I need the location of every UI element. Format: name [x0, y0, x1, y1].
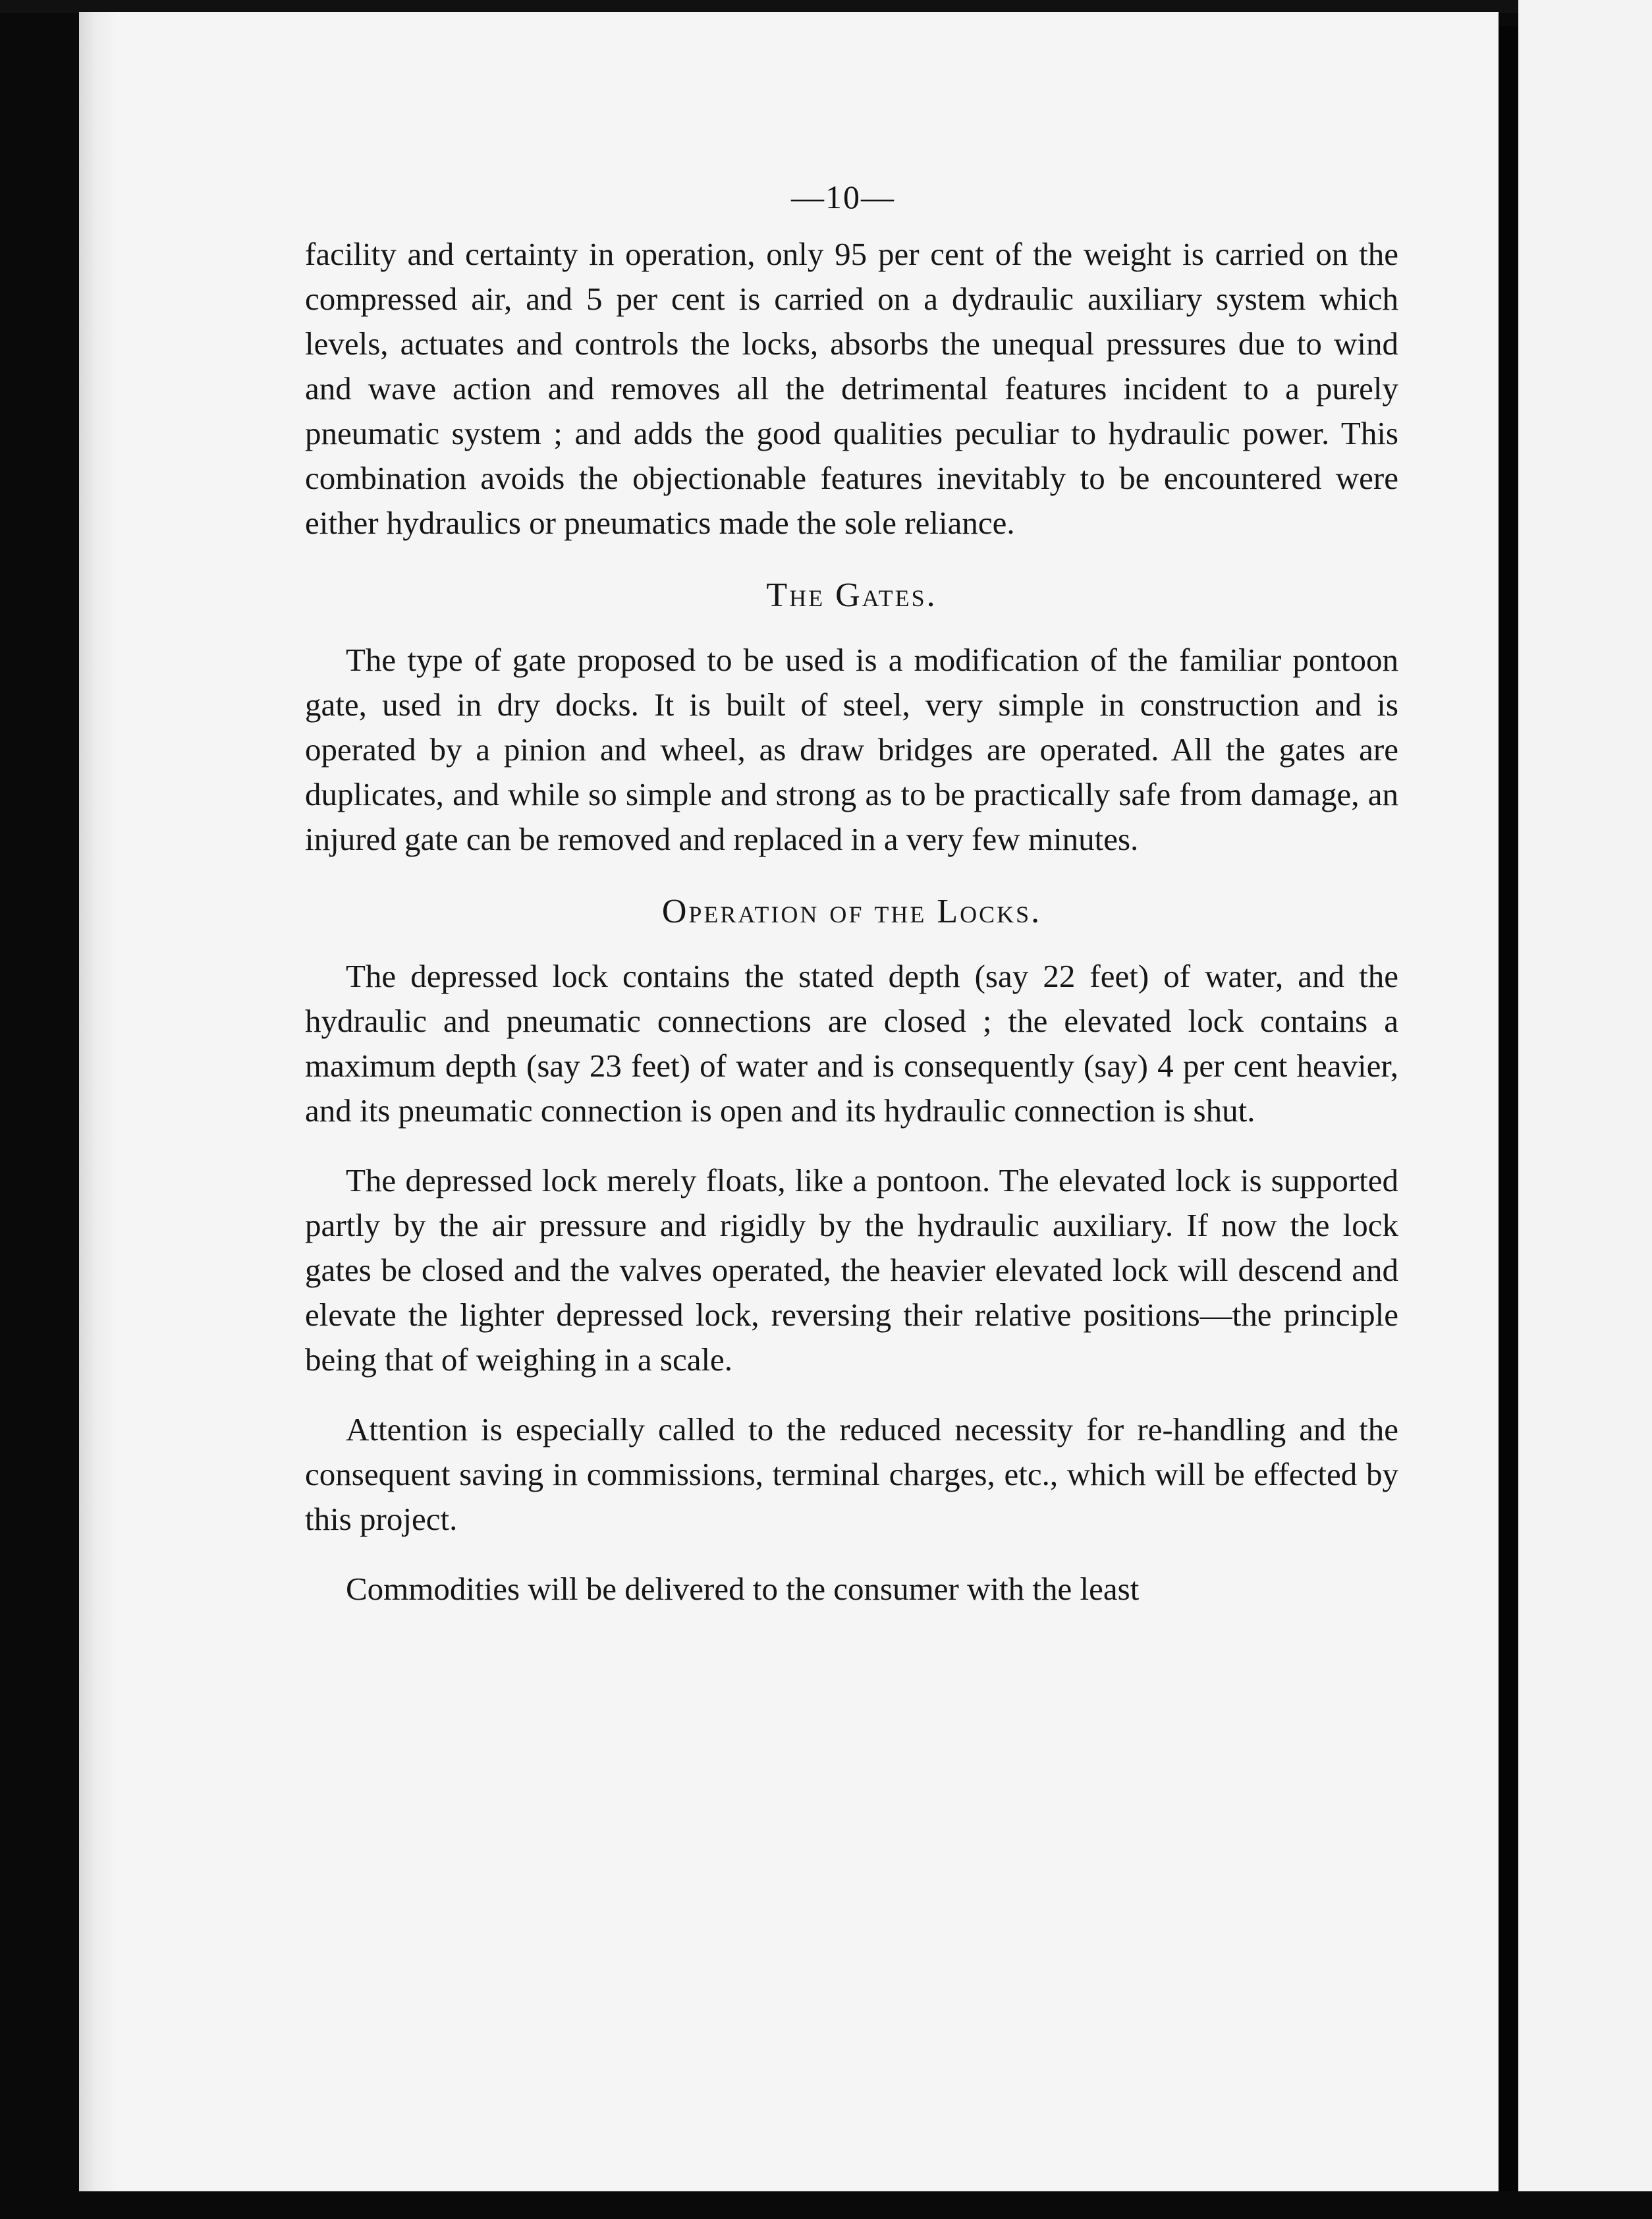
page-edge-shadow — [79, 12, 119, 2191]
paragraph-depressed-lock-floats: The depressed lock merely floats, like a pontoon. The elevated lock is supported partly by the air pressure and rigidly by the hydraulic auxiliary. If now the lock gates be closed and the valves operated, the heavier elevated lock will descend and elevate the lighter depressed lock, reversing their relative positions—the principle being that of weighing in a scale. — [305, 1162, 1398, 1378]
scan-border-bottom — [0, 2191, 1652, 2219]
heading-the-gates: The Gates. — [766, 576, 937, 614]
heading-operation-of-locks: Operation of the Locks. — [661, 893, 1042, 930]
main-text-column — [305, 232, 1398, 1612]
scan-border-top — [0, 0, 1652, 13]
facing-page — [1518, 0, 1652, 2194]
page-number: —10— — [791, 179, 895, 215]
paragraph-depressed-lock-depth: The depressed lock contains the stated depth (say 22 feet) of water, and the hydraulic and pneumatic connections are closed ; the elevated lock contains a maximum depth (say 23 feet) of water and is consequently (say) 4 per cent heavier, and its pneumatic connection is open and its hydraulic connection is shut. — [305, 958, 1398, 1129]
paragraph-continued: facility and certainty in operation, only 95 per cent of the weight is carried on the compressed air, and 5 per cent is carried on a dydraulic auxiliary system which levels, actuates and controls the locks, absorbs the unequal pressures due to wind and wave action and removes all the detrimental features incident to a purely pneumatic system ; and adds the good qualities peculiar to hydraulic power. This combination avoids the objectionable features inevitably to be encountered were either hydraulics or pneumatics made the sole reliance. — [305, 236, 1398, 541]
paragraph-attention: Attention is especially called to the reduced necessity for re-handling and the consequent saving in commissions, terminal charges, etc., which will be effected by this project. — [305, 1411, 1398, 1537]
paragraph-commodities: Commodities will be delivered to the consumer with the least — [346, 1571, 1140, 1607]
book-gutter — [1499, 26, 1518, 2194]
paragraph-gates: The type of gate proposed to be used is a modification of the familiar pontoon gate, used in dry docks. It is built of steel, very simple in construction and is operated by a pinion and wheel, as draw bridges are operated. All the gates are duplicates, and while so simple and strong as to be practically safe from damage, an injured gate can be removed and replaced in a very few minutes. — [305, 642, 1398, 857]
